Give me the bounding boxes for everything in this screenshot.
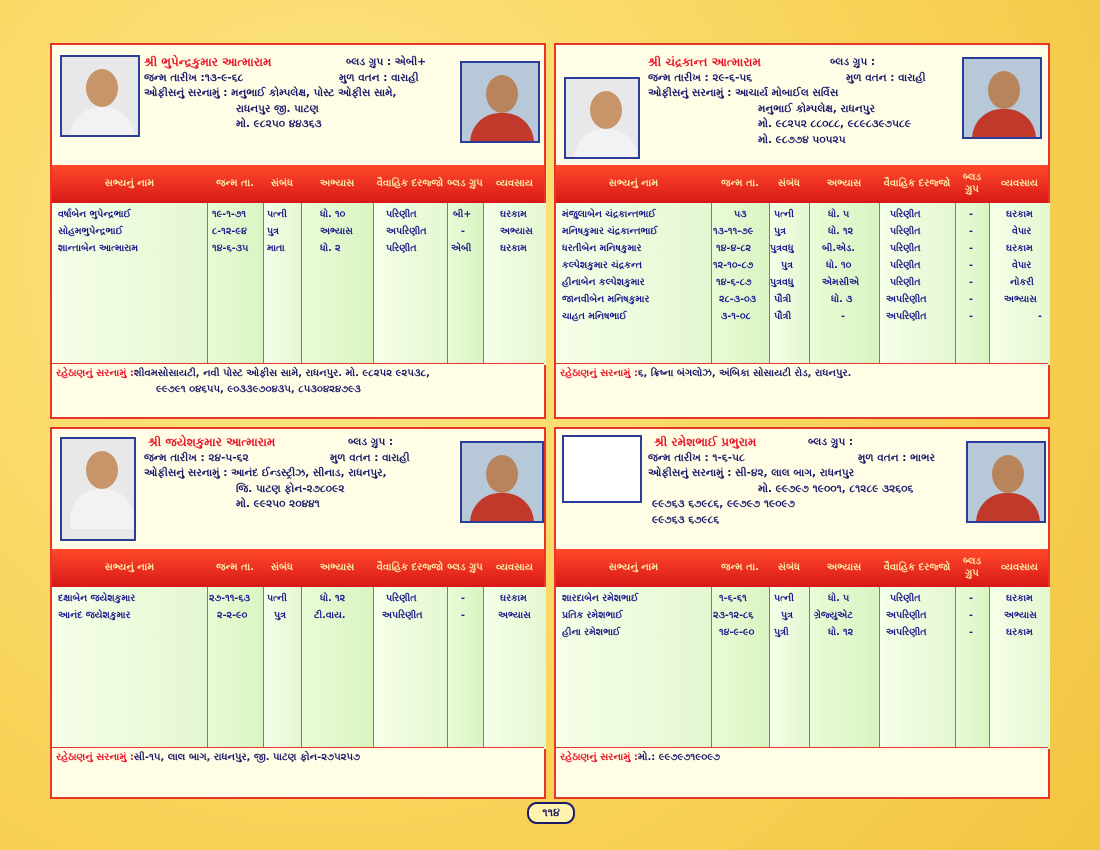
table-row: હીનાબેન કલ્પેશકુમાર ૧૪-૬-૮૭ પુત્રવધુ એમસીએ પરિણીત - નોકરી	[562, 277, 1034, 288]
native-place: મુળ વતન : વારાહી	[339, 71, 419, 84]
address-line-2: ૯૯૭૯૧ ૦૪૬૫૫, ૯૦૩૩૯૭૦૪૩૫, ૮૫૩૦૪૨૪૭૯૩	[156, 384, 361, 395]
table-row: શાન્તાબેન આત્મારામ ૧૪-૬-૩૫ માતા ધો. ૨ પરિણીત એબી ઘરકામ	[58, 243, 527, 254]
member-photo-female	[460, 61, 540, 143]
blood-group: બ્લડ ગ્રુપ :	[348, 436, 394, 448]
header-blood: બ્લડ ગ્રુપ	[447, 562, 483, 573]
head-name: શ્રી ચંદ્રકાન્ત આત્મારામ	[648, 55, 761, 69]
header-name: સભ્યનું નામ	[608, 562, 659, 573]
office-address: ઓફીસનું સરનામું : આચાર્ય મોબાઈલ સર્વિસ	[648, 87, 839, 99]
header-name: સભ્યનું નામ	[104, 178, 155, 189]
table-row: જાનવીબેન મનિષકુમાર ૨૮-૩-૦૩ પૌત્રી ધો. ૩ અપરિણીત - અભ્યાસ	[562, 294, 1037, 305]
header-education: અભ્યાસ	[319, 562, 355, 573]
head-name: શ્રી જયેશકુમાર આત્મારામ	[148, 435, 276, 449]
header-education: અભ્યાસ	[319, 178, 355, 189]
header-dob: જન્મ તા.	[216, 178, 254, 189]
address-label: રહેઠાણનું સરનામું :	[560, 368, 638, 379]
table-row: આનંદ જયેશકુમાર ૨-૨-૯૦ પુત્ર ટી.વાય. અપરિણીત - અભ્યાસ	[58, 610, 531, 621]
header-dob: જન્મ તા.	[216, 562, 254, 573]
header-marital: વૈવાહિક દરજ્જો	[883, 178, 951, 189]
table-header	[556, 165, 1048, 203]
residence-address	[556, 363, 1048, 417]
family-members-table	[556, 165, 1048, 365]
family-card-rameshbhai	[554, 427, 1050, 799]
office-phone: મો. ૯૯૭૯૭ ૧૯૦૦૧, ૮૧૨૮૯ ૩૨૬૦૬	[758, 482, 914, 495]
residence-address	[52, 363, 544, 417]
header-name: સભ્યનું નામ	[104, 562, 155, 573]
table-row: સોહમભુપેન્દ્રભાઈ ૮-૧૨-૯૪ પુત્ર અભ્યાસ અપરિણીત - અભ્યાસ	[58, 226, 533, 237]
table-row: પ્રતિક રમેશભાઈ ૨૩-૧૨-૮૬ પુત્ર ગ્રેજ્યુએટ અપરિણીત - અભ્યાસ	[562, 610, 1037, 621]
head-name: શ્રી રમેશભાઈ પ્રભુરામ	[654, 435, 757, 449]
header-education: અભ્યાસ	[826, 562, 862, 573]
blood-group: બ્લડ ગ્રુપ : એબી+	[346, 56, 427, 68]
table-row: કલ્પેશકુમાર ચંદ્રકન્ત ૧૨-૧૦-૮૭ પુત્ર ધો. ૧૦ પરિણીત - વેપાર	[562, 260, 1032, 271]
header-education: અભ્યાસ	[826, 178, 862, 189]
card-header	[556, 429, 1048, 549]
blood-group: બ્લડ ગ્રુપ :	[808, 436, 854, 448]
header-marital: વૈવાહિક દરજ્જો	[376, 562, 444, 573]
blood-group: બ્લડ ગ્રુપ :	[830, 56, 876, 68]
member-photo-female	[460, 441, 544, 523]
header-occupation: વ્યવસાય	[496, 562, 533, 573]
office-address: ઓફીસનું સરનામું : આનંદ ઈન્ડસ્ટ્રીઝ, સીનાડ, રાધનપુર,	[144, 467, 387, 479]
photo-placeholder	[562, 435, 642, 503]
header-blood: બ્લડ ગ્રુપ	[962, 172, 982, 195]
birth-date: જન્મ તારીખ : ૨૪-૫-૬૨	[144, 451, 249, 464]
table-row: ચાહત મનિષભાઈ ૩-૧-૦૮ પૌત્રી - અપરિણીત - -	[562, 311, 1042, 322]
header-marital: વૈવાહિક દરજ્જો	[376, 178, 444, 189]
table-row: મંજુલાબેન ચંદ્રકાન્તભાઈ ૫૩ પત્ની ધો. ૫ પરિણીત - ઘરકામ	[562, 209, 1033, 220]
header-marital: વૈવાહિક દરજ્જો	[883, 562, 951, 573]
card-header	[52, 429, 544, 549]
card-header	[52, 45, 544, 165]
family-card-bhupendrakumar	[50, 43, 546, 419]
card-header	[556, 45, 1048, 165]
table-row: મનિષકુમાર ચંદ્રકાન્તભાઈ ૧૩-૧૧-૭૯ પુત્ર ધો. ૧૨ પરિણીત - વેપાર	[562, 226, 1032, 237]
page-number: ૧૧૪	[527, 802, 575, 824]
family-card-chandrakant	[554, 43, 1050, 419]
address-label: રહેઠાણનું સરનામું :	[560, 752, 638, 763]
header-dob: જન્મ તા.	[721, 178, 759, 189]
header-blood: બ્લડ ગ્રુપ	[962, 556, 982, 579]
header-dob: જન્મ તા.	[721, 562, 759, 573]
table-row: વર્ષાબેન ભુપેન્દ્રભાઈ ૧૯-૧-૭૧ પત્ની ધો. ૧૦ પરિણીત બી+ ઘરકામ	[58, 209, 527, 220]
office-phone-3: ૯૯૭૬૩ ૬૭૯૮૬	[652, 513, 720, 526]
header-occupation: વ્યવસાય	[1001, 562, 1038, 573]
native-place: મુળ વતન : ભાભર	[858, 451, 935, 464]
member-photo-female	[962, 57, 1042, 139]
office-address: ઓફીસનું સરનામું : મનુભાઈ કોમ્પલેક્ષ, પોસ્ટ ઓફીસ સામે,	[144, 87, 397, 99]
address-line-1: મો.: ૯૯૭૯૭૧૯૦૯૭	[637, 752, 721, 763]
header-occupation: વ્યવસાય	[496, 178, 533, 189]
member-photo-female	[966, 441, 1046, 523]
office-city: જિ. પાટણ ફોન-૨૭૮૦૯૨	[236, 482, 345, 495]
office-phone: મો. ૯૮૨૫૦ ૪૪૩૬૩	[236, 118, 322, 130]
address-line-1: ૬, ક્રિષ્ના બંગલોઝ, અંબિકા સોસાયટી રોડ, રાધનપુર.	[637, 368, 852, 379]
member-photo-male	[60, 437, 136, 541]
birth-date: જન્મ તારીખ :૧૩-૯-૬૮	[144, 71, 244, 84]
header-occupation: વ્યવસાય	[1001, 178, 1038, 189]
header-relation: સંબંધ	[777, 562, 801, 573]
member-photo-male	[60, 55, 140, 137]
table-row: શારદાબેન રમેશભાઈ ૧-૬-૬૧ પત્ની ધો. ૫ પરિણીત - ઘરકામ	[562, 593, 1033, 604]
office-phone: મો. ૯૮૨૫૨ ૮૮૦૮૮, ૯૮૯૮૩૯૭૫૮૯	[758, 118, 911, 130]
birth-date: જન્મ તારીખ : ૨૯-૬-૫૬	[648, 71, 753, 84]
family-members-table	[52, 549, 544, 749]
native-place: મુળ વતન : વારાહી	[846, 71, 926, 84]
header-relation: સંબંધ	[270, 178, 294, 189]
head-info	[648, 55, 958, 148]
head-info	[648, 435, 960, 528]
office-city: રાધનપુર જી. પાટણ	[236, 102, 319, 115]
table-header	[52, 549, 544, 587]
head-info	[144, 55, 454, 133]
member-photo-male	[564, 77, 640, 159]
header-blood: બ્લડ ગ્રુપ	[447, 178, 483, 189]
head-info	[144, 435, 454, 513]
birth-date: જન્મ તારીખ : ૧-૬-૫૮	[648, 451, 745, 464]
table-row: ધરતીબેન મનિષકુમાર ૧૪-૪-૮૨ પુત્રવધુ બી.એડ. પરિણીત - ઘરકામ	[562, 243, 1033, 254]
office-phone: મો. ૯૯૨૫૦ ૨૦૪૪૧	[236, 498, 320, 510]
family-members-table	[52, 165, 544, 365]
office-address: ઓફીસનું સરનામું : સી-૪૨, લાલ બાગ, રાધનપુર	[648, 467, 855, 479]
native-place: મુળ વતન : વારાહી	[330, 451, 410, 464]
residence-address	[556, 747, 1048, 797]
office-phone-2: મો. ૯૮૭૭૪ ૫૦૫૨૫	[758, 133, 846, 146]
header-relation: સંબંધ	[270, 562, 294, 573]
family-members-table	[556, 549, 1048, 749]
header-relation: સંબંધ	[777, 178, 801, 189]
head-name: શ્રી ભુપેન્દ્રકુમાર આત્મારામ	[144, 55, 272, 69]
table-row: દક્ષાબેન જયેશકુમાર ૨૭-૧૧-૬૩ પત્ની ધો. ૧૨ પરિણીત - ઘરકામ	[58, 593, 527, 604]
table-row: હીના રમેશભાઈ ૧૪-૯-૯૦ પુત્રી ધો. ૧૨ અપરિણીત - ઘરકામ	[562, 627, 1033, 638]
address-label: રહેઠાણનું સરનામું :	[56, 368, 134, 379]
table-header	[52, 165, 544, 203]
office-line-2: મનુભાઈ કોમ્પલેક્ષ, રાધનપુર	[758, 102, 875, 115]
address-line-1: સી-૧૫, લાલ બાગ, રાધનપુર, જી. પાટણ ફોન-૨૭૫૨૫૭	[133, 752, 361, 763]
header-name: સભ્યનું નામ	[608, 178, 659, 189]
residence-address	[52, 747, 544, 797]
address-label: રહેઠાણનું સરનામું :	[56, 752, 134, 763]
family-card-jayeshkumar	[50, 427, 546, 799]
office-phone-2: ૯૯૭૬૩ ૬૭૯૮૬, ૯૯૭૯૭ ૧૯૦૯૭	[652, 498, 796, 510]
table-header	[556, 549, 1048, 587]
address-line-1: શીવમસોસાયટી, નવી પોસ્ટ ઓફીસ સામે, રાધનપુર. મો. ૯૮૨૫૨ ૯૨૫૩૮,	[133, 368, 430, 379]
